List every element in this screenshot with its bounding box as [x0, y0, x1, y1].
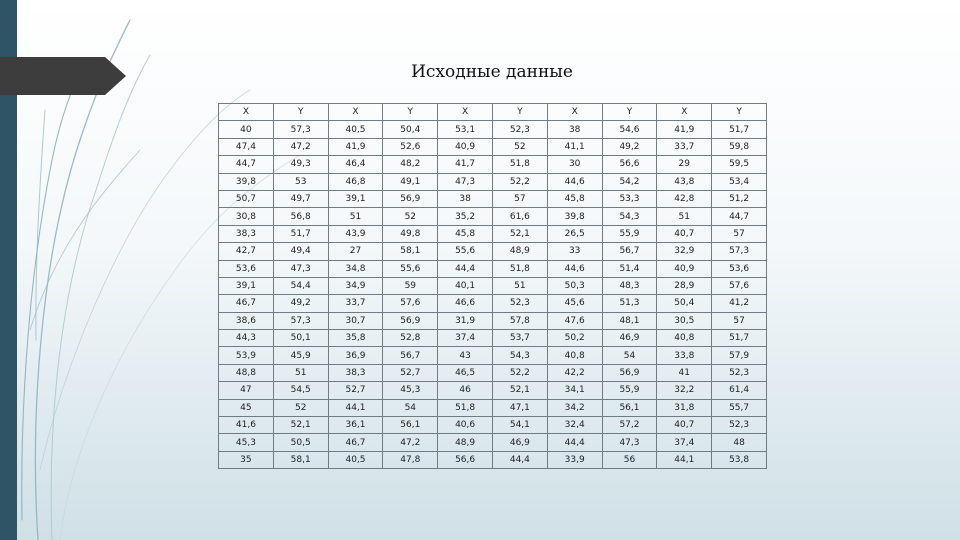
- table-cell: 33,9: [547, 451, 602, 468]
- table-cell: 41: [657, 364, 712, 381]
- table-cell: 41,2: [712, 295, 767, 312]
- table-cell: 44,1: [657, 451, 712, 468]
- table-cell: 52,8: [383, 330, 438, 347]
- table-cell: 40,5: [328, 451, 383, 468]
- table-cell: 35,2: [438, 208, 493, 225]
- table-cell: 39,1: [219, 277, 274, 294]
- table-cell: 50,7: [219, 190, 274, 207]
- table-cell: 57,6: [383, 295, 438, 312]
- table-cell: 52,1: [273, 417, 328, 434]
- table-cell: 40: [219, 121, 274, 138]
- table-cell: 59,8: [712, 138, 767, 155]
- column-header: Y: [492, 104, 547, 121]
- data-table: [218, 103, 767, 469]
- table-cell: 52,6: [383, 138, 438, 155]
- table-cell: 43,8: [657, 173, 712, 190]
- table-row: [219, 417, 767, 434]
- table-cell: 51,8: [492, 156, 547, 173]
- table-cell: 32,9: [657, 243, 712, 260]
- table-cell: 31,8: [657, 399, 712, 416]
- table-cell: 52,3: [492, 121, 547, 138]
- table-cell: 38,3: [328, 364, 383, 381]
- table-cell: 56,8: [273, 208, 328, 225]
- table-cell: 44,6: [547, 260, 602, 277]
- table-cell: 57,8: [492, 312, 547, 329]
- table-cell: 53,8: [712, 451, 767, 468]
- table-cell: 33,8: [657, 347, 712, 364]
- table-cell: 52,2: [492, 173, 547, 190]
- table-cell: 42,7: [219, 243, 274, 260]
- table-cell: 57: [712, 312, 767, 329]
- swirl-line: [51, 55, 150, 540]
- swirl-line: [22, 70, 80, 520]
- table-cell: 46,7: [219, 295, 274, 312]
- table-cell: 48,9: [492, 243, 547, 260]
- table-cell: 41,6: [219, 417, 274, 434]
- table-cell: 55,6: [383, 260, 438, 277]
- table-cell: 47,3: [602, 434, 657, 451]
- table-cell: 45,3: [383, 382, 438, 399]
- table-cell: 33,7: [657, 138, 712, 155]
- table-cell: 54: [383, 399, 438, 416]
- table-cell: 30,5: [657, 312, 712, 329]
- table-cell: 51,3: [602, 295, 657, 312]
- table-cell: 38: [547, 121, 602, 138]
- table-cell: 41,1: [547, 138, 602, 155]
- table-cell: 56,9: [383, 190, 438, 207]
- table-cell: 51,7: [712, 330, 767, 347]
- table-cell: 27: [328, 243, 383, 260]
- table-cell: 53,6: [219, 260, 274, 277]
- table-cell: 30: [547, 156, 602, 173]
- table-cell: 51: [328, 208, 383, 225]
- table-cell: 42,8: [657, 190, 712, 207]
- table-cell: 40,7: [657, 225, 712, 242]
- table-cell: 54,5: [273, 382, 328, 399]
- table-cell: 47,3: [273, 260, 328, 277]
- table-cell: 53,3: [602, 190, 657, 207]
- table-cell: 46,9: [492, 434, 547, 451]
- table-cell: 47: [219, 382, 274, 399]
- table-cell: 49,4: [273, 243, 328, 260]
- table-cell: 43: [438, 347, 493, 364]
- table-cell: 49,2: [273, 295, 328, 312]
- table-cell: 50,5: [273, 434, 328, 451]
- table-cell: 37,4: [438, 330, 493, 347]
- table-cell: 49,3: [273, 156, 328, 173]
- table-cell: 51: [273, 364, 328, 381]
- table-header-row: [219, 104, 767, 121]
- table-cell: 55,9: [602, 382, 657, 399]
- table-row: [219, 295, 767, 312]
- table-cell: 46,7: [328, 434, 383, 451]
- table-cell: 46,6: [438, 295, 493, 312]
- table-cell: 54,6: [602, 121, 657, 138]
- table-cell: 34,2: [547, 399, 602, 416]
- swirl-line: [30, 150, 140, 330]
- table-cell: 48,1: [602, 312, 657, 329]
- table-row: [219, 208, 767, 225]
- table-cell: 47,8: [383, 451, 438, 468]
- table-cell: 53,1: [438, 121, 493, 138]
- table-cell: 36,1: [328, 417, 383, 434]
- table-row: [219, 364, 767, 381]
- table-cell: 57,3: [273, 121, 328, 138]
- table-cell: 56,7: [602, 243, 657, 260]
- table-cell: 45,3: [219, 434, 274, 451]
- table-cell: 32,4: [547, 417, 602, 434]
- table-cell: 52,3: [492, 295, 547, 312]
- table-cell: 53,6: [712, 260, 767, 277]
- table-cell: 44,3: [219, 330, 274, 347]
- table-row: [219, 382, 767, 399]
- table-cell: 49,7: [273, 190, 328, 207]
- column-header: Y: [273, 104, 328, 121]
- table-cell: 31,9: [438, 312, 493, 329]
- table-cell: 40,6: [438, 417, 493, 434]
- table-cell: 52,3: [712, 364, 767, 381]
- table-cell: 57,9: [712, 347, 767, 364]
- table-cell: 51: [657, 208, 712, 225]
- table-cell: 47,2: [273, 138, 328, 155]
- table-cell: 34,8: [328, 260, 383, 277]
- table-cell: 52,7: [383, 364, 438, 381]
- table-cell: 29: [657, 156, 712, 173]
- table-cell: 52,3: [712, 417, 767, 434]
- table-cell: 49,2: [602, 138, 657, 155]
- table-cell: 52,2: [492, 364, 547, 381]
- table-cell: 41,9: [328, 138, 383, 155]
- table-cell: 52,1: [492, 382, 547, 399]
- column-header: X: [219, 104, 274, 121]
- table-cell: 47,1: [492, 399, 547, 416]
- table-cell: 55,6: [438, 243, 493, 260]
- table-cell: 51,7: [712, 121, 767, 138]
- table-cell: 41,7: [438, 156, 493, 173]
- table-cell: 28,9: [657, 277, 712, 294]
- table-cell: 52: [492, 138, 547, 155]
- table-cell: 39,1: [328, 190, 383, 207]
- table-cell: 57: [712, 225, 767, 242]
- table-cell: 44,6: [547, 173, 602, 190]
- table-cell: 50,4: [383, 121, 438, 138]
- table-row: [219, 190, 767, 207]
- table-cell: 57,6: [712, 277, 767, 294]
- table-cell: 37,4: [657, 434, 712, 451]
- table-cell: 35: [219, 451, 274, 468]
- table-cell: 46: [438, 382, 493, 399]
- table-cell: 56,9: [383, 312, 438, 329]
- table-row: [219, 330, 767, 347]
- table-body: [219, 121, 767, 469]
- table-cell: 61,4: [712, 382, 767, 399]
- table-cell: 35,8: [328, 330, 383, 347]
- table-cell: 40,8: [657, 330, 712, 347]
- table-cell: 33,7: [328, 295, 383, 312]
- table-row: [219, 399, 767, 416]
- table-row: [219, 312, 767, 329]
- table-cell: 47,6: [547, 312, 602, 329]
- table-cell: 50,3: [547, 277, 602, 294]
- table-cell: 46,8: [328, 173, 383, 190]
- column-header: X: [438, 104, 493, 121]
- table-cell: 47,4: [219, 138, 274, 155]
- table-cell: 58,1: [273, 451, 328, 468]
- column-header: X: [657, 104, 712, 121]
- table-cell: 54: [602, 347, 657, 364]
- table-row: [219, 173, 767, 190]
- table-cell: 43,9: [328, 225, 383, 242]
- table-cell: 44,4: [547, 434, 602, 451]
- table-cell: 36,9: [328, 347, 383, 364]
- table-cell: 54,4: [273, 277, 328, 294]
- table-cell: 56,6: [602, 156, 657, 173]
- table-cell: 40,9: [657, 260, 712, 277]
- swirl-line: [36, 110, 45, 340]
- table-cell: 57: [492, 190, 547, 207]
- table-cell: 55,9: [602, 225, 657, 242]
- table-cell: 44,4: [438, 260, 493, 277]
- table-cell: 45,6: [547, 295, 602, 312]
- table-cell: 47,3: [438, 173, 493, 190]
- table-cell: 45,8: [547, 190, 602, 207]
- table-cell: 38: [438, 190, 493, 207]
- table-cell: 53,9: [219, 347, 274, 364]
- table-cell: 39,8: [547, 208, 602, 225]
- table-cell: 57,3: [712, 243, 767, 260]
- table-cell: 26,5: [547, 225, 602, 242]
- table-cell: 51,7: [273, 225, 328, 242]
- table-row: [219, 434, 767, 451]
- table-cell: 54,3: [492, 347, 547, 364]
- table-cell: 57,3: [273, 312, 328, 329]
- table-cell: 58,1: [383, 243, 438, 260]
- swirl-line: [35, 20, 130, 540]
- table-cell: 49,8: [383, 225, 438, 242]
- table-cell: 56,6: [438, 451, 493, 468]
- table-cell: 46,4: [328, 156, 383, 173]
- table-cell: 59,5: [712, 156, 767, 173]
- table-cell: 53,4: [712, 173, 767, 190]
- table-cell: 44,7: [712, 208, 767, 225]
- table-cell: 48,8: [219, 364, 274, 381]
- table-row: [219, 121, 767, 138]
- table-cell: 52: [383, 208, 438, 225]
- table-cell: 55,7: [712, 399, 767, 416]
- table-cell: 49,1: [383, 173, 438, 190]
- table-cell: 39,8: [219, 173, 274, 190]
- table-cell: 50,4: [657, 295, 712, 312]
- table-cell: 46,9: [602, 330, 657, 347]
- table-cell: 51: [492, 277, 547, 294]
- table-cell: 53,7: [492, 330, 547, 347]
- table-cell: 40,5: [328, 121, 383, 138]
- table-cell: 56: [602, 451, 657, 468]
- table-cell: 47,2: [383, 434, 438, 451]
- column-header: X: [328, 104, 383, 121]
- table-cell: 56,9: [602, 364, 657, 381]
- table-cell: 51,2: [712, 190, 767, 207]
- table-cell: 48: [712, 434, 767, 451]
- table-cell: 44,4: [492, 451, 547, 468]
- table-cell: 45: [219, 399, 274, 416]
- table-row: [219, 243, 767, 260]
- page-title: Исходные данные: [411, 62, 573, 82]
- column-header: Y: [383, 104, 438, 121]
- table-cell: 52,7: [328, 382, 383, 399]
- table-cell: 48,3: [602, 277, 657, 294]
- column-header: X: [547, 104, 602, 121]
- table-cell: 46,5: [438, 364, 493, 381]
- table-cell: 30,8: [219, 208, 274, 225]
- table-cell: 56,1: [383, 417, 438, 434]
- table-row: [219, 347, 767, 364]
- table-cell: 51,4: [602, 260, 657, 277]
- table-cell: 44,7: [219, 156, 274, 173]
- table-cell: 42,2: [547, 364, 602, 381]
- table-cell: 51,8: [492, 260, 547, 277]
- table-cell: 30,7: [328, 312, 383, 329]
- table-cell: 45,8: [438, 225, 493, 242]
- table-cell: 48,9: [438, 434, 493, 451]
- table-cell: 45,9: [273, 347, 328, 364]
- table-cell: 51,8: [438, 399, 493, 416]
- table-cell: 56,7: [383, 347, 438, 364]
- table-cell: 40,8: [547, 347, 602, 364]
- table-row: [219, 156, 767, 173]
- table-cell: 59: [383, 277, 438, 294]
- table-row: [219, 225, 767, 242]
- table-row: [219, 277, 767, 294]
- table-cell: 61,6: [492, 208, 547, 225]
- table-cell: 56,1: [602, 399, 657, 416]
- table-row: [219, 451, 767, 468]
- table-cell: 54,3: [602, 208, 657, 225]
- table-cell: 40,7: [657, 417, 712, 434]
- table-cell: 41,9: [657, 121, 712, 138]
- table-cell: 32,2: [657, 382, 712, 399]
- table-cell: 54,2: [602, 173, 657, 190]
- table-cell: 40,9: [438, 138, 493, 155]
- table-cell: 52: [273, 399, 328, 416]
- table-row: [219, 138, 767, 155]
- table-cell: 53: [273, 173, 328, 190]
- table-cell: 34,1: [547, 382, 602, 399]
- table-cell: 57,2: [602, 417, 657, 434]
- table-cell: 38,6: [219, 312, 274, 329]
- table-cell: 52,1: [492, 225, 547, 242]
- table-cell: 50,2: [547, 330, 602, 347]
- table-row: [219, 260, 767, 277]
- table-cell: 44,1: [328, 399, 383, 416]
- table-cell: 40,1: [438, 277, 493, 294]
- table-cell: 54,1: [492, 417, 547, 434]
- table-cell: 34,9: [328, 277, 383, 294]
- table-cell: 38,3: [219, 225, 274, 242]
- column-header: Y: [602, 104, 657, 121]
- table-cell: 50,1: [273, 330, 328, 347]
- column-header: Y: [712, 104, 767, 121]
- table-cell: 33: [547, 243, 602, 260]
- table-cell: 48,2: [383, 156, 438, 173]
